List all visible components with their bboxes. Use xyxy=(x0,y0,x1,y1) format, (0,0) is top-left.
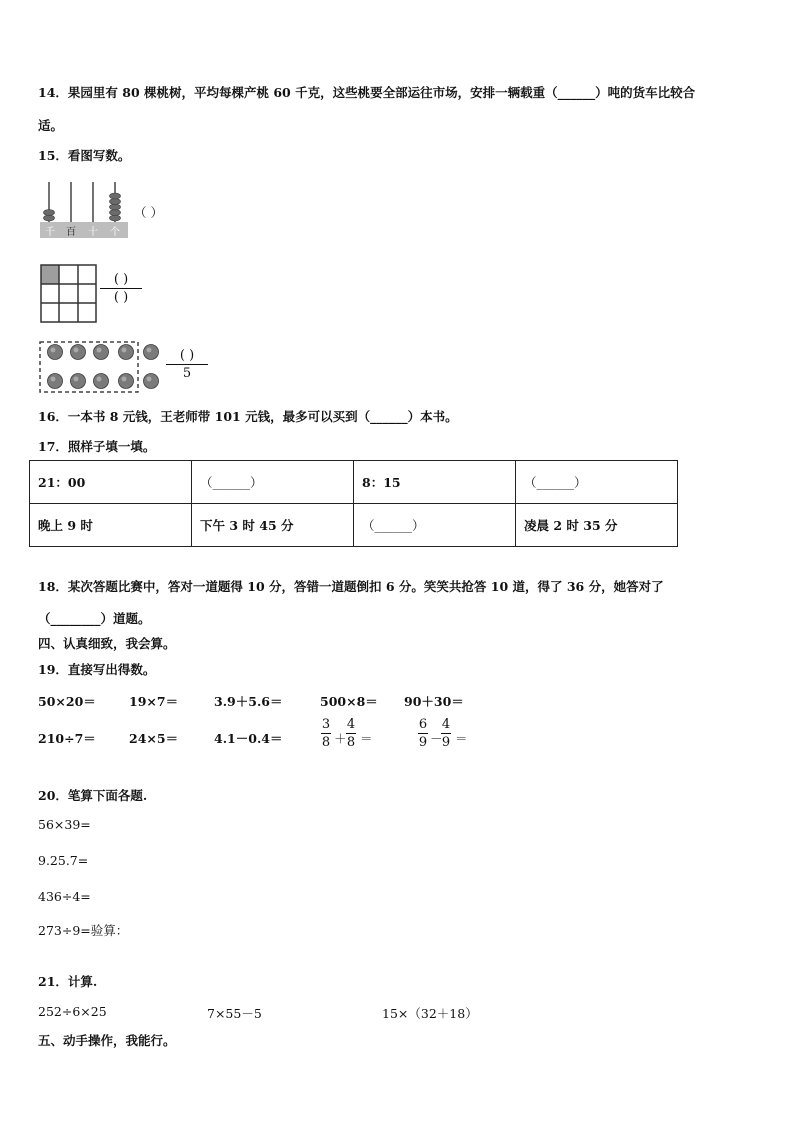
table-row xyxy=(30,504,678,547)
dot-highlight xyxy=(97,348,102,353)
dot-highlight xyxy=(147,377,152,382)
q21-item-2: 7×55－5 xyxy=(207,1006,262,1021)
q19-r2-c3: 4.1－0.4＝ xyxy=(214,731,283,746)
section5-title: 五、动手操作，我能行。 xyxy=(38,1033,176,1048)
abacus-figure xyxy=(40,180,130,242)
table-cell: 晚上 9 时 xyxy=(30,504,192,547)
grid-fraction-numerator[interactable]: ( ) xyxy=(113,272,129,287)
grid-fraction-denominator[interactable]: ( ) xyxy=(113,290,129,305)
table-cell: 21：00 xyxy=(30,461,192,504)
dot-highlight xyxy=(51,377,56,382)
q21-item-3: 15×（32＋18） xyxy=(382,1006,478,1021)
q20-title: 20．笔算下面各题. xyxy=(38,788,148,803)
abacus-label-ones: 个 xyxy=(110,227,120,238)
q19-r1-c4: 500×8＝ xyxy=(320,694,378,709)
table-cell: 凌晨 2 时 35 分 xyxy=(516,504,678,547)
abacus-label-hundreds: 百 xyxy=(66,227,76,238)
dot-highlight xyxy=(122,348,127,353)
q14-line1: 14．果园里有 80 棵桃树，平均每棵产桃 60 千克，这些桃要全部运往市场，安排一辆载重（______）吨的货车比较合 xyxy=(38,85,696,100)
q17-title: 17．照样子填一填。 xyxy=(38,439,156,454)
abacus-label-tens: 十 xyxy=(88,227,98,238)
dot xyxy=(144,345,159,360)
frac-expr2-eq: ＝ xyxy=(455,731,468,746)
dot-highlight xyxy=(51,348,56,353)
q20-item-3: 436÷4= xyxy=(38,889,91,904)
frac-expr2-op: － xyxy=(430,731,443,746)
q14-line2: 适。 xyxy=(38,118,64,133)
grid-fraction xyxy=(100,272,142,305)
abacus-answer-blank[interactable]: （ ） xyxy=(134,205,163,220)
dot xyxy=(71,345,86,360)
q19-r1-c2: 19×7＝ xyxy=(129,694,179,709)
q21-title: 21．计算. xyxy=(38,974,98,989)
dot xyxy=(144,374,159,389)
q20-item-4: 273÷9=验算： xyxy=(38,923,129,938)
frac-expr1-a: 3 8 xyxy=(321,717,331,750)
dot-highlight xyxy=(147,348,152,353)
dot xyxy=(94,374,109,389)
dots-figure xyxy=(38,340,162,394)
q18-line2: （________）道题。 xyxy=(38,611,151,626)
q19-r1-c1: 50×20＝ xyxy=(38,694,96,709)
frac-expr1-b: 4 8 xyxy=(346,717,356,750)
q20-item-2: 9.25.7= xyxy=(38,853,89,868)
abacus-bead xyxy=(110,193,121,199)
section4-title: 四、认真细致，我会算。 xyxy=(38,636,176,651)
q16-text: 16．一本书 8 元钱，王老师带 101 元钱，最多可以买到（______）本书。 xyxy=(38,409,458,424)
dot xyxy=(48,374,63,389)
dot xyxy=(48,345,63,360)
abacus-bead xyxy=(44,215,55,221)
q19-title: 19．直接写出得数。 xyxy=(38,662,156,677)
abacus-bead xyxy=(44,210,55,216)
grid-figure xyxy=(40,264,98,324)
q15-title: 15．看图写数。 xyxy=(38,148,131,163)
abacus-bead xyxy=(110,199,121,205)
abacus-bead xyxy=(110,204,121,210)
table-cell: 8：15 xyxy=(354,461,516,504)
q19-r1-c5: 90＋30＝ xyxy=(404,694,464,709)
dot xyxy=(94,345,109,360)
dots-fraction xyxy=(166,348,208,381)
table-row xyxy=(30,461,678,504)
q19-r2-c2: 24×5＝ xyxy=(129,731,179,746)
table-cell-blank[interactable]: （______） xyxy=(516,461,678,504)
dots-fraction-numerator[interactable]: ( ) xyxy=(179,348,195,363)
dot-highlight xyxy=(97,377,102,382)
grid-shaded-cell xyxy=(41,265,59,284)
dot xyxy=(119,374,134,389)
dots-fraction-denominator: 5 xyxy=(182,366,192,381)
dot-highlight xyxy=(74,348,79,353)
frac-expr1-op: ＋ xyxy=(334,731,347,746)
q21-item-1: 252÷6×25 xyxy=(38,1004,107,1019)
q18-line1: 18．某次答题比赛中，答对一道题得 10 分，答错一道题倒扣 6 分。笑笑共抢答 10 道，得了 36 分，她答对了 xyxy=(38,579,664,594)
table-cell-blank[interactable]: （______） xyxy=(192,461,354,504)
dot-highlight xyxy=(74,377,79,382)
table-cell-blank[interactable]: （______） xyxy=(354,504,516,547)
q17-table xyxy=(29,460,678,547)
dot xyxy=(71,374,86,389)
abacus-bead xyxy=(110,215,121,221)
abacus-label-thousands: 千 xyxy=(45,227,55,238)
frac-expr2-b: 4 9 xyxy=(441,717,451,750)
frac-expr2-a: 6 9 xyxy=(418,717,428,750)
dot xyxy=(119,345,134,360)
table-cell: 下午 3 时 45 分 xyxy=(192,504,354,547)
dot-highlight xyxy=(122,377,127,382)
q19-r2-c1: 210÷7＝ xyxy=(38,731,96,746)
q20-item-1: 56×39= xyxy=(38,817,91,832)
q19-r1-c3: 3.9＋5.6＝ xyxy=(214,694,283,709)
abacus-bead xyxy=(110,210,121,216)
frac-expr1-eq: ＝ xyxy=(360,731,373,746)
